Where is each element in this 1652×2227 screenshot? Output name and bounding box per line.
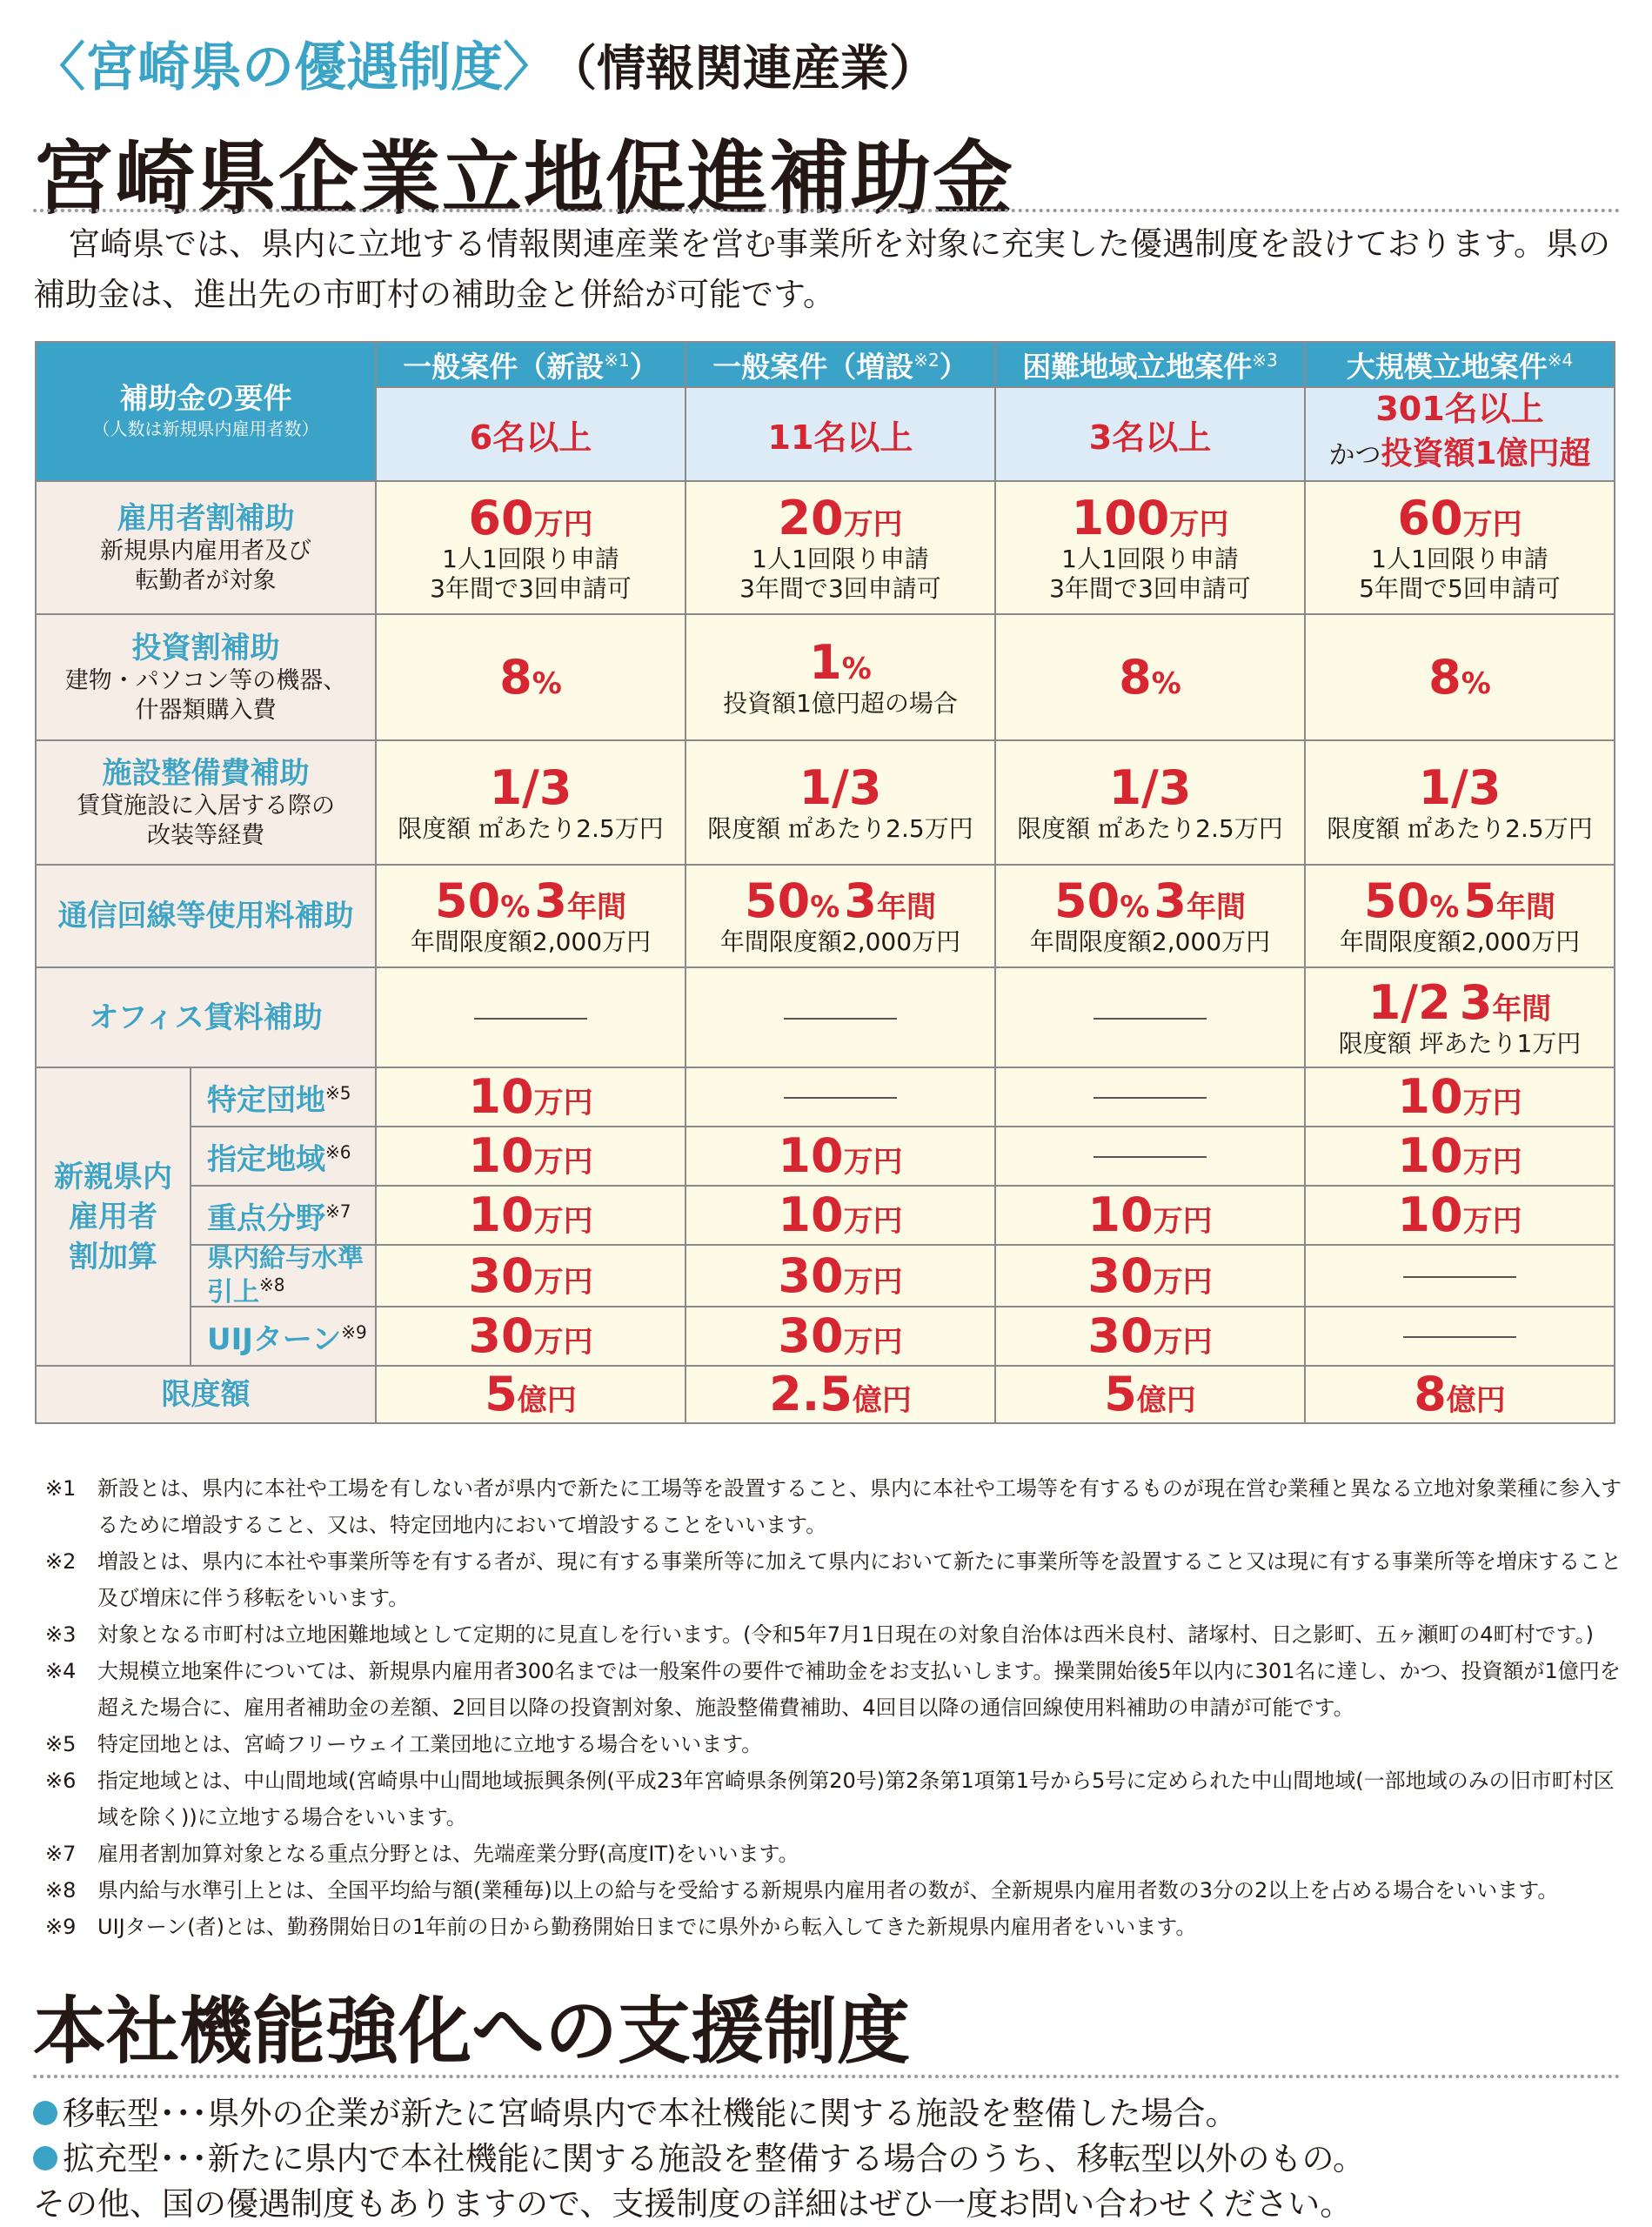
table-cell: 8億円 xyxy=(1305,1366,1615,1423)
table-cell-empty xyxy=(995,1127,1305,1186)
column-header-new: 一般案件（新設$^{※1}$） xyxy=(376,342,686,387)
column-header-large-scale: 大規模立地案件$^{※4}$ xyxy=(1305,342,1615,387)
bonus-group-label: 新親県内 雇用者 割加算 xyxy=(36,1067,191,1366)
table-cell: 1/3 限度額 ㎡あたり2.5万円 xyxy=(376,740,686,865)
footnote: ※4 大規模立地案件については、新規県内雇用者300名までは一般案件の要件で補助金をお支払いします。操業開始後5年以内に301名に達し、かつ、投資額が1億円を超えた場合に、雇用者補助金の差額、2回目以降の投資割対象、施設整備費補助、4回目以降の通信回線使用料補助の申請が可能です。 xyxy=(45,1659,1621,1720)
table-cell: 30万円 xyxy=(376,1245,686,1307)
table-row xyxy=(36,967,1615,1067)
footnote: ※7 雇用者割加算対象となる重点分野とは、先端産業分野(高度IT)をいいます。 xyxy=(45,1842,799,1866)
table-cell: 10万円 xyxy=(376,1067,686,1127)
bonus-label: 特定団地$^{※5}$ xyxy=(191,1067,376,1127)
row-header-facility: 施設整備費補助 賃貸施設に入居する際の 改装等経費 xyxy=(36,740,376,865)
footnote: ※5 特定団地とは、宮崎フリーウェイ工業団地に立地する場合をいいます。 xyxy=(45,1732,763,1756)
category-label: 〈宮崎県の優遇制度〉 xyxy=(33,37,555,98)
footnote: ※6 指定地域とは、中山間地域(宮崎県中山間地域振興条例(平成23年宮崎県条例第20号)第2条第1項第1号から5号に定められた中山間地域(一部地域のみの旧市町村区域を除く))に立地する場合をいいます。 xyxy=(45,1769,1615,1829)
bonus-label: 指定地域$^{※6}$ xyxy=(191,1127,376,1186)
table-cell: 20万円 1人1回限り申請 3年間で3回申請可 xyxy=(686,481,995,614)
table-cell-empty xyxy=(376,967,686,1067)
table-cell: 10万円 xyxy=(1305,1067,1615,1127)
table-row xyxy=(36,1186,1615,1245)
table-cell-empty xyxy=(1305,1307,1615,1366)
footnote: ※3 対象となる市町村は立地困難地域として定期的に見直しを行います。(令和5年7月1日現在の対象自治体は西米良村、諸塚村、日之影町、五ヶ瀬町の4町村です。) xyxy=(45,1622,1594,1647)
category-sub: （情報関連産業） xyxy=(572,41,938,97)
subsidy-table xyxy=(35,341,1615,1424)
requirement-cell: 301名以上 かつ投資額1億円超 xyxy=(1305,387,1615,481)
requirements-header xyxy=(36,342,376,481)
table-cell: 30万円 xyxy=(376,1307,686,1366)
table-row xyxy=(36,865,1615,967)
table-cell: 30万円 xyxy=(995,1245,1305,1307)
table-cell: 10万円 xyxy=(686,1186,995,1245)
table-cell: 8% xyxy=(1305,614,1615,740)
table-cell: 10万円 xyxy=(1305,1186,1615,1245)
table-row xyxy=(36,481,1615,614)
table-cell: 50% 5年間 年間限度額2,000万円 xyxy=(1305,865,1615,967)
footnote: ※2 増設とは、県内に本社や事業所等を有する者が、現に有する事業所等に加えて県内において新たに事業所等を設置すること又は現に有する事業所等を増床すること及び増床に伴う移転をいいます。 xyxy=(45,1549,1622,1610)
bonus-label: 県内給与水準引上$^{※8}$ xyxy=(191,1245,376,1307)
category-heading xyxy=(33,26,938,101)
list-item: 移転型･･･県外の企業が新たに宮崎県内で本社機能に関する施設を整備した場合。 xyxy=(33,2091,1365,2137)
table-cell: 5億円 xyxy=(995,1366,1305,1423)
table-row xyxy=(36,1245,1615,1307)
bullet-dot-icon xyxy=(33,2101,57,2125)
row-header-limit: 限度額 xyxy=(36,1366,376,1423)
row-header-investment: 投資割補助 建物・パソコン等の機器、 什器類購入費 xyxy=(36,614,376,740)
footnote: ※1 新設とは、県内に本社や工場を有しない者が県内で新たに工場等を設置すること、県内に本社や工場等を有するものが現在営む業種と異なる立地対象業種に参入するために増設すること、又は、特定団地内において増設することをいいます。 xyxy=(45,1476,1622,1537)
requirements-note: （人数は新規県内雇用者数） xyxy=(92,418,319,439)
table-cell: 1/3 限度額 ㎡あたり2.5万円 xyxy=(995,740,1305,865)
intro-text: 宮崎県では、県内に立地する情報関連産業を営む事業所を対象に充実した優遇制度を設けております。県の補助金は、進出先の市町村の補助金と併給が可能です。 xyxy=(33,225,1611,313)
list-item: 拡充型･･･新たに県内で本社機能に関する施設を整備する場合のうち、移転型以外のもの。 xyxy=(33,2137,1365,2182)
closing-text: その他、国の優遇制度もありますので、支援制度の詳細はぜひ一度お問い合わせください。 xyxy=(33,2185,1353,2223)
divider xyxy=(33,209,1621,212)
table-cell: 50% 3年間 年間限度額2,000万円 xyxy=(686,865,995,967)
table-row xyxy=(36,1067,1615,1127)
bullet-dot-icon xyxy=(33,2146,57,2170)
page-title: 宮崎県企業立地促進補助金 xyxy=(33,132,1015,225)
table-cell: 10万円 xyxy=(376,1186,686,1245)
requirement-cell: 11名以上 xyxy=(686,387,995,481)
table-cell-empty xyxy=(686,1067,995,1127)
table-cell: 10万円 xyxy=(686,1127,995,1186)
hq-support-list xyxy=(33,2091,1365,2227)
table-cell: 8% xyxy=(376,614,686,740)
bonus-label: UIJターン$^{※9}$ xyxy=(191,1307,376,1366)
table-row xyxy=(36,1307,1615,1366)
table-cell-empty xyxy=(1305,1245,1615,1307)
table-cell: 8% xyxy=(995,614,1305,740)
table-cell: 60万円 1人1回限り申請 3年間で3回申請可 xyxy=(376,481,686,614)
row-header-office-rent: オフィス賃料補助 xyxy=(36,967,376,1067)
table-cell: 2.5億円 xyxy=(686,1366,995,1423)
row-header-employment: 雇用者割補助 新規県内雇用者及び 転勤者が対象 xyxy=(36,481,376,614)
table-cell-empty xyxy=(995,967,1305,1067)
footnotes xyxy=(45,1470,1624,1945)
column-header-difficult-area: 困難地域立地案件$^{※3}$ xyxy=(995,342,1305,387)
table-cell-empty xyxy=(686,967,995,1067)
table-row xyxy=(36,1127,1615,1186)
table-cell: 10万円 xyxy=(376,1127,686,1186)
table-cell: 1/3 限度額 ㎡あたり2.5万円 xyxy=(686,740,995,865)
table-cell: 30万円 xyxy=(995,1307,1305,1366)
table-cell: 30万円 xyxy=(686,1245,995,1307)
table-cell: 50% 3年間 年間限度額2,000万円 xyxy=(376,865,686,967)
table-header-row xyxy=(36,342,1615,387)
table-row xyxy=(36,740,1615,865)
section-title-hq-support: 本社機能強化への支援制度 xyxy=(33,1989,911,2074)
column-header-expansion: 一般案件（増設$^{※2}$） xyxy=(686,342,995,387)
requirement-cell: 6名以上 xyxy=(376,387,686,481)
table-cell: 50% 3年間 年間限度額2,000万円 xyxy=(995,865,1305,967)
table-cell-empty xyxy=(995,1067,1305,1127)
requirement-cell: 3名以上 xyxy=(995,387,1305,481)
row-header-telecom: 通信回線等使用料補助 xyxy=(36,865,376,967)
bonus-label: 重点分野$^{※7}$ xyxy=(191,1186,376,1245)
requirements-label: 補助金の要件 xyxy=(119,381,292,415)
table-cell: 10万円 xyxy=(995,1186,1305,1245)
table-cell: 100万円 1人1回限り申請 3年間で3回申請可 xyxy=(995,481,1305,614)
footnote: ※9 UIJターン(者)とは、勤務開始日の1年前の日から勤務開始日までに県外から転入してきた新規県内雇用者をいいます。 xyxy=(45,1915,1197,1939)
footnote: ※8 県内給与水準引上とは、全国平均給与額(業種毎)以上の給与を受給する新規県内雇用者の数が、全新規県内雇用者数の3分の2以上を占める場合をいいます。 xyxy=(45,1878,1559,1903)
table-cell: 1% 投資額1億円超の場合 xyxy=(686,614,995,740)
table-cell: 5億円 xyxy=(376,1366,686,1423)
table-row xyxy=(36,614,1615,740)
table-cell: 60万円 1人1回限り申請 5年間で5回申請可 xyxy=(1305,481,1615,614)
divider xyxy=(33,2075,1621,2078)
table-row xyxy=(36,1366,1615,1423)
table-cell: 30万円 xyxy=(686,1307,995,1366)
table-cell: 1/3 限度額 ㎡あたり2.5万円 xyxy=(1305,740,1615,865)
table-cell: 1/2 3年間 限度額 坪あたり1万円 xyxy=(1305,967,1615,1067)
table-cell: 10万円 xyxy=(1305,1127,1615,1186)
